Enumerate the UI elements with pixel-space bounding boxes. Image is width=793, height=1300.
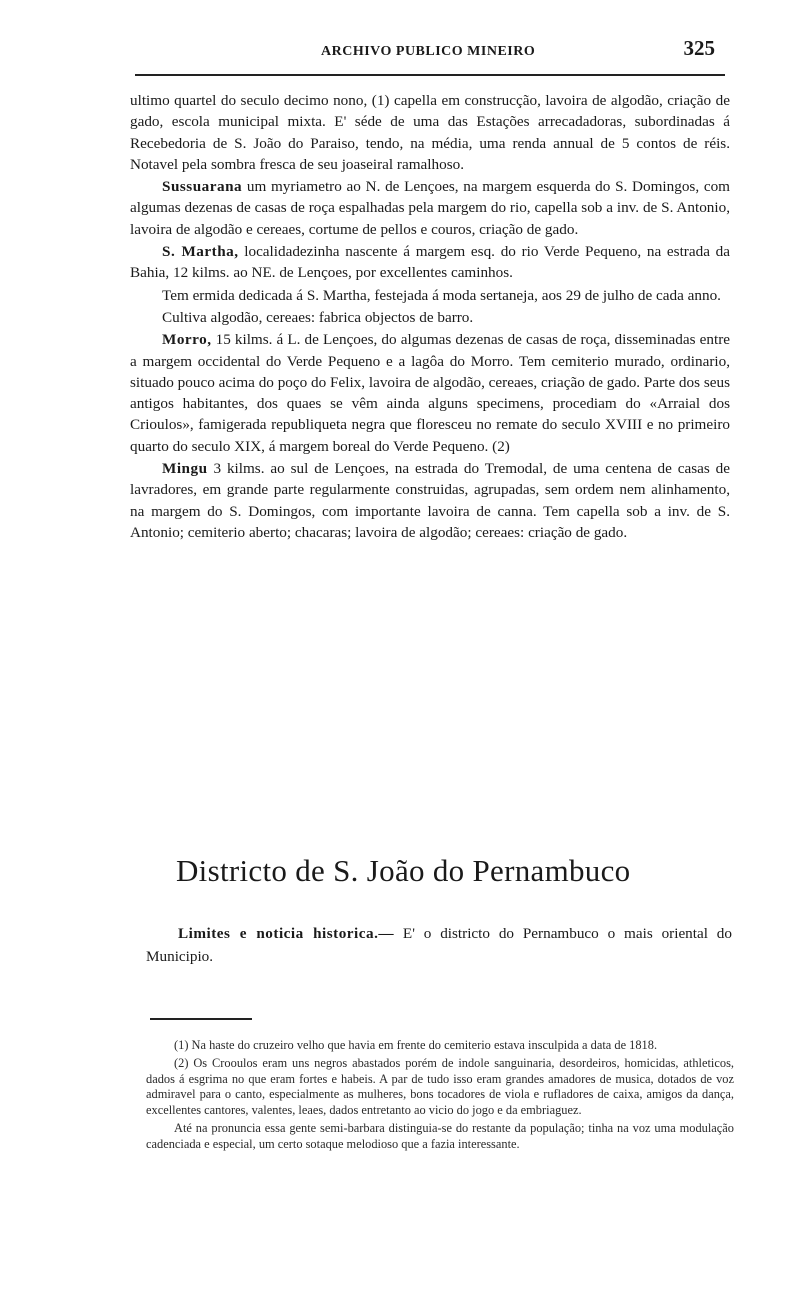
entry-paragraph bbox=[130, 458, 730, 543]
paragraph bbox=[130, 307, 730, 328]
footnote-rule bbox=[150, 1018, 252, 1020]
body-text bbox=[130, 90, 730, 543]
paragraph-text: Tem ermida dedicada á S. Martha, festejada á moda sertaneja, aos 29 de julho de cada anno. bbox=[162, 286, 721, 304]
paragraph-text: ultimo quartel do seculo decimo nono, (1) capella em construcção, lavoira de algodão, criação de gado, escola municipal mixta. E' séde de uma das Estações arrecadadoras, subordinadas á Recebedoria de S. João do Paraiso, tendo, na média, uma renda annual de 5 contos de réis. Notavel pela sombra fresca de seu joaseiral ramalhoso. bbox=[130, 92, 730, 173]
page-number: 325 bbox=[683, 36, 715, 60]
entry-paragraph bbox=[130, 241, 730, 284]
paragraph-text: localidadezinha nascente á margem esq. do rio Verde Pequeno, na estrada da Bahia, 12 kilms. ao NE. de Lençoes, por excellentes caminhos. bbox=[130, 243, 730, 282]
footnotes bbox=[146, 1038, 734, 1153]
entry-heading: Morro, bbox=[162, 331, 212, 349]
section-text: E' o districto do Pernambuco o mais oriental do Municipio. bbox=[146, 925, 732, 965]
running-head: ARCHIVO PUBLICO MINEIRO bbox=[321, 44, 536, 59]
footnote: Até na pronuncia essa gente semi-barbara distinguia-se do restante da população; tinha na voz uma modulação cadenciada e especial, um certo sotaque melodioso que a fazia interessante. bbox=[146, 1120, 734, 1151]
paragraph-text: 3 kilms. ao sul de Lençoes, na estrada do Tremodal, de uma centena de casas de lavradores, em grande parte regularmente construidas, agrupadas, sem ordem nem alinhamento, na margem do S. Domingos, com importante lavoira de canna. Tem capella sob a inv. de S. Antonio; cemiterio aberto; chacaras; lavoira de algodão; cereaes: criação de gado. bbox=[130, 460, 730, 541]
entry-paragraph bbox=[130, 176, 730, 240]
entry-heading: Mingu bbox=[162, 460, 208, 478]
footnote: (2) Os Crooulos eram uns negros abastados porém de indole sanguinaria, desordeiros, homicidas, athleticos, dados á esgrima no que eram fortes e habeis. A par de tudo isso eram grandes amadores de musica, dotados de voz admiravel para o canto, especialmente as mulheres, bons tocadores de viola e rufladores de caixa, amigos da dança, excellentes cantores, valentes, leaes, dados entretanto ao vicio do jogo e da embriaguez. bbox=[146, 1055, 734, 1118]
paragraph-text: 15 kilms. á L. de Lençoes, do algumas dezenas de casas de roça, disseminadas entre a margem occidental do Verde Pequeno e a lagôa do Morro. Tem cemiterio murado, ordinario, situado pouco acima do poço do Felix, lavoira de algodão, cereaes, criação de gado. Parte dos seus antigos habitantes, dos quaes se vêm ainda alguns specimens, procediam do «Arraial dos Crioulos», famigerada republiqueta negra que floresceu no remate do seculo XVIII e no primeiro quarto do seculo XIX, á margem boreal do Verde Pequeno. (2) bbox=[130, 331, 730, 455]
section-body bbox=[146, 922, 732, 968]
entry-heading: S. Martha, bbox=[162, 243, 239, 261]
footnote: (1) Na haste do cruzeiro velho que havia em frente do cemiterio estava insculpida a data de 1818. bbox=[174, 1038, 658, 1052]
paragraph-text: um myriametro ao N. de Lençoes, na margem esquerda do S. Domingos, com algumas dezenas de casas de roça espalhadas pela margem do rio, capella sob a inv. de S. Antonio, lavoira de algodão e cereaes, cortume de pellos e couros, criação de gado. bbox=[130, 178, 730, 238]
entry-heading: Sussuarana bbox=[162, 178, 243, 196]
page-header bbox=[135, 38, 725, 76]
paragraph bbox=[130, 285, 730, 306]
section-paragraph bbox=[146, 922, 732, 968]
entry-paragraph bbox=[130, 329, 730, 457]
section-title: Districto de S. João do Pernambuco bbox=[176, 853, 631, 888]
paragraph-text: Cultiva algodão, cereaes: fabrica objectos de barro. bbox=[162, 308, 474, 326]
paragraph bbox=[130, 90, 730, 175]
section-lead: Limites e noticia historica.— bbox=[178, 925, 395, 942]
